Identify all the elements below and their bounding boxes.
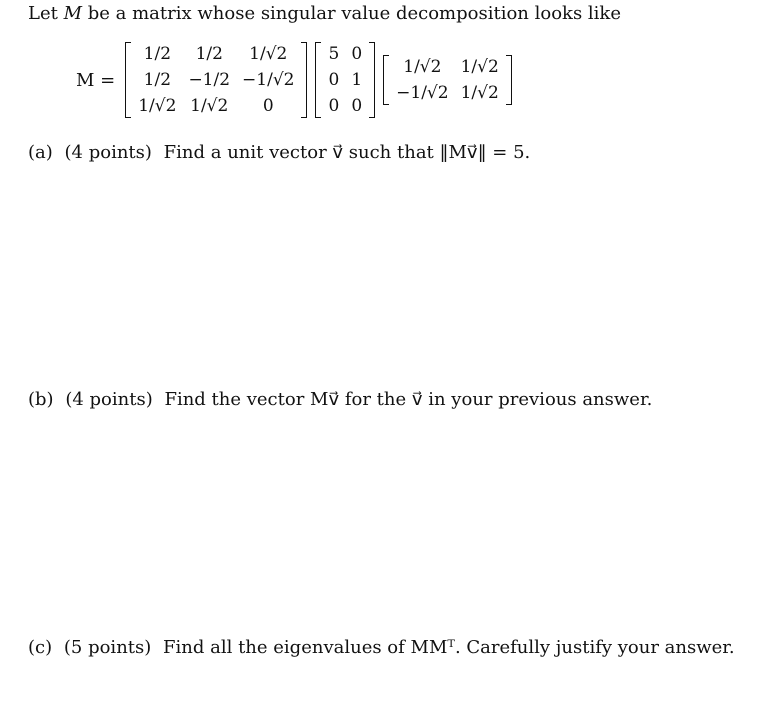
- v-cell: −1/√2: [396, 83, 449, 103]
- equation-lhs: M =: [76, 69, 116, 91]
- v-matrix: [383, 54, 512, 106]
- u-cell: −1/2: [188, 70, 231, 90]
- sigma-cell: 5: [328, 44, 340, 64]
- svd-equation: [76, 37, 520, 123]
- u-cell: 0: [262, 96, 274, 116]
- u-cell: 1/2: [195, 44, 223, 64]
- part-b-text: Find the vector Mv⃗ for the v⃗ in your previous answer.: [164, 389, 653, 410]
- sigma-cell: 0: [328, 70, 340, 90]
- u-cell: 1/√2: [249, 44, 288, 64]
- sigma-cell: 0: [351, 96, 363, 116]
- intro-text-after: be a matrix whose singular value decomposition looks like: [87, 3, 621, 24]
- u-cell: 1/√2: [190, 96, 229, 116]
- part-b-label: (b): [28, 389, 54, 410]
- part-a-points: (4 points): [64, 142, 152, 163]
- u-cell: −1/√2: [242, 70, 295, 90]
- question-part-c: [28, 637, 735, 658]
- sigma-cell: 0: [351, 44, 363, 64]
- part-a-label: (a): [28, 142, 53, 163]
- sigma-cell: 1: [351, 70, 363, 90]
- u-matrix: [125, 41, 307, 119]
- v-cell: 1/√2: [460, 57, 499, 77]
- u-cell: 1/2: [143, 70, 172, 90]
- u-cell: 1/√2: [138, 96, 177, 116]
- question-part-b: [28, 389, 652, 410]
- v-cell: 1/√2: [403, 57, 442, 77]
- part-b-points: (4 points): [65, 389, 153, 410]
- intro-text-before: Let: [28, 3, 58, 24]
- part-c-label: (c): [28, 637, 53, 658]
- intro-sentence: [28, 3, 621, 24]
- u-cell: 1/2: [143, 44, 172, 64]
- part-c-text: Find all the eigenvalues of MMᵀ. Carefully justify your answer.: [163, 637, 735, 658]
- part-a-text: Find a unit vector v⃗ such that ‖Mv⃗‖ = 5.: [163, 142, 531, 163]
- intro-matrix-symbol: M: [63, 3, 83, 24]
- v-cell: 1/√2: [460, 83, 499, 103]
- sigma-matrix: [315, 41, 375, 119]
- sigma-cell: 0: [328, 96, 340, 116]
- part-c-points: (5 points): [63, 637, 152, 658]
- question-part-a: [28, 142, 530, 163]
